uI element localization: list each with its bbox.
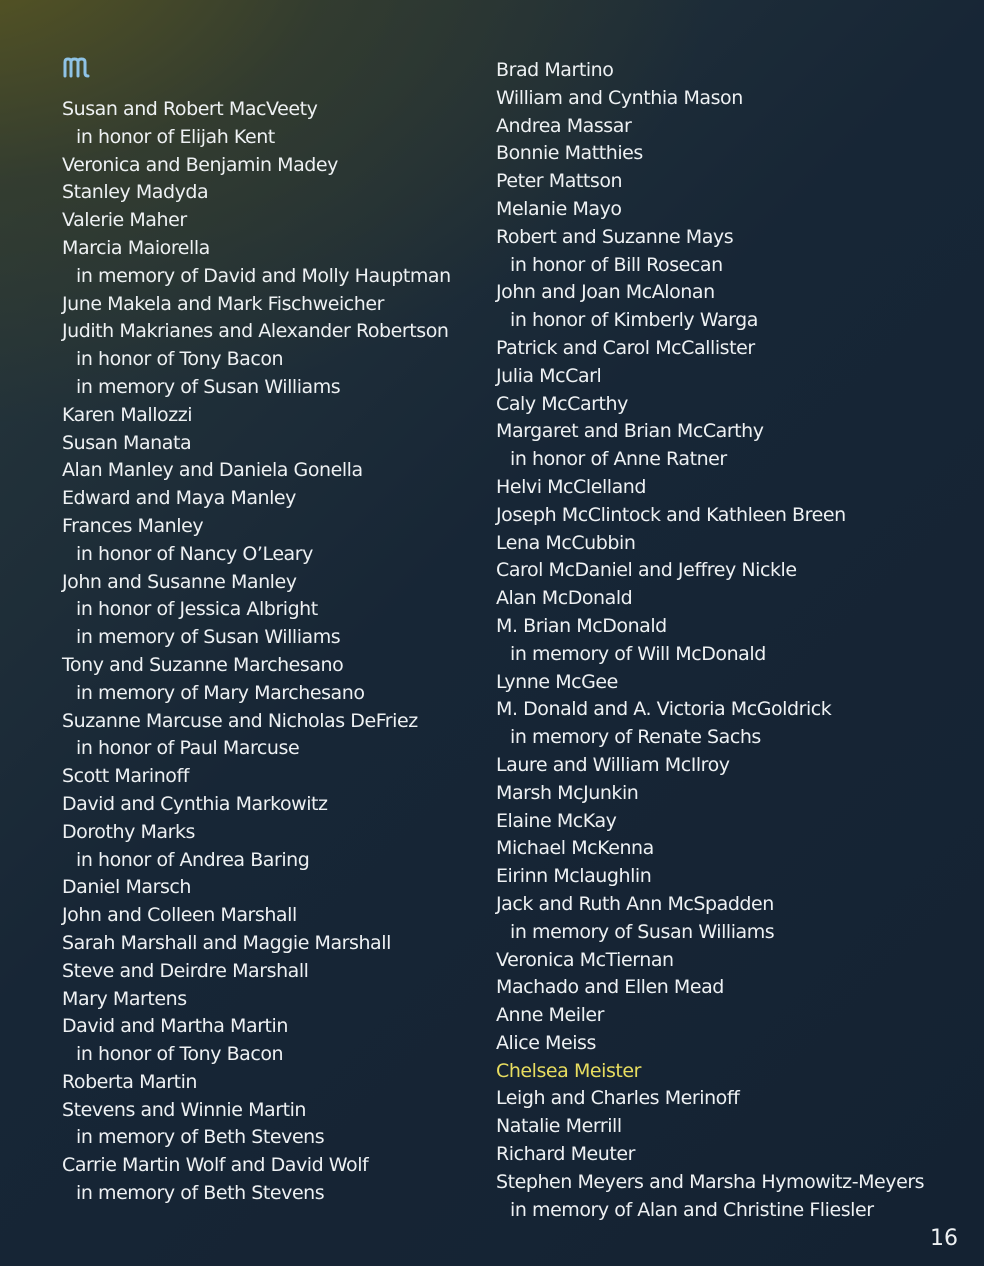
donor-name: Lena McCubbin (496, 531, 636, 554)
tribute-line: in honor of Jessica Albright (76, 598, 318, 621)
donor-name: Sarah Marshall and Maggie Marshall (62, 931, 391, 954)
tribute-line: in honor of Tony Bacon (76, 1043, 284, 1066)
donor-name: Leigh and Charles Merinoff (496, 1087, 740, 1110)
donor-name: Carol McDaniel and Jeffrey Nickle (496, 559, 797, 582)
tribute-line: in honor of Bill Rosecan (510, 253, 723, 276)
donor-name: Alan McDonald (496, 587, 633, 610)
donor-name: Michael McKenna (496, 837, 654, 860)
donor-name: Susan Manata (62, 431, 192, 454)
donor-name: Joseph McClintock and Kathleen Breen (496, 503, 846, 526)
donor-name: Andrea Massar (496, 114, 632, 137)
tribute-line: in honor of Elijah Kent (76, 125, 275, 148)
donor-name: Steve and Deirdre Marshall (62, 959, 309, 982)
donor-name: M. Donald and A. Victoria McGoldrick (496, 698, 832, 721)
donor-name: Scott Marinoff (62, 765, 189, 788)
donor-name: Eirinn Mclaughlin (496, 865, 652, 888)
tribute-line: in memory of Susan Williams (76, 626, 341, 649)
donor-name: Bonnie Matthies (496, 142, 643, 165)
donor-name: Valerie Maher (62, 209, 187, 232)
donor-name: Helvi McClelland (496, 475, 646, 498)
tribute-line: in memory of Beth Stevens (76, 1126, 325, 1149)
donor-name: Melanie Mayo (496, 197, 622, 220)
donor-name: Stanley Madyda (62, 181, 209, 204)
section-letter-m-icon (62, 56, 482, 84)
donor-name: Patrick and Carol McCallister (496, 336, 755, 359)
donor-name: Suzanne Marcuse and Nicholas DeFriez (62, 709, 418, 732)
donor-name-highlighted: Chelsea Meister (496, 1059, 642, 1082)
tribute-line: in memory of Beth Stevens (76, 1182, 325, 1205)
donor-name: Carrie Martin Wolf and David Wolf (62, 1154, 369, 1177)
donor-name: Judith Makrianes and Alexander Robertson (62, 320, 449, 343)
donor-name: Marcia Maiorella (62, 236, 210, 259)
tribute-line: in memory of Susan Williams (510, 920, 775, 943)
donor-name: Lynne McGee (496, 670, 618, 693)
donor-name: Laure and William McIlroy (496, 753, 730, 776)
tribute-line: in memory of Will McDonald (510, 642, 766, 665)
donor-name: M. Brian McDonald (496, 614, 667, 637)
tribute-line: in honor of Tony Bacon (76, 348, 284, 371)
donor-name: Machado and Ellen Mead (496, 976, 724, 999)
donor-name: Susan and Robert MacVeety (62, 98, 318, 120)
left-column (62, 56, 482, 1208)
donor-list-right (496, 57, 956, 1224)
donor-name: Stephen Meyers and Marsha Hymowitz-Meyers (496, 1170, 925, 1193)
donor-name: William and Cynthia Mason (496, 86, 743, 109)
donor-name: June Makela and Mark Fischweicher (62, 292, 384, 315)
donor-name: Edward and Maya Manley (62, 487, 296, 510)
donor-name: Stevens and Winnie Martin (62, 1098, 307, 1121)
page-number: 16 (930, 1226, 958, 1251)
donor-name: John and Colleen Marshall (62, 904, 297, 927)
donor-name: Robert and Suzanne Mays (496, 225, 734, 248)
donor-name: Caly McCarthy (496, 392, 628, 415)
tribute-line: in honor of Kimberly Warga (510, 309, 758, 332)
tribute-line: in memory of Alan and Christine Fliesler (510, 1198, 874, 1221)
donor-name: David and Cynthia Markowitz (62, 792, 328, 815)
donor-name: Alice Meiss (496, 1031, 596, 1054)
tribute-line: in memory of David and Molly Hauptman (76, 264, 451, 287)
donor-name: David and Martha Martin (62, 1015, 288, 1038)
donor-name: Veronica and Benjamin Madey (62, 153, 338, 176)
donor-name: Margaret and Brian McCarthy (496, 420, 764, 443)
donor-name: Alan Manley and Daniela Gonella (62, 459, 363, 482)
donor-name: Peter Mattson (496, 170, 623, 193)
tribute-line: in memory of Renate Sachs (510, 726, 761, 749)
right-column (496, 57, 956, 1224)
donor-name: Brad Martino (496, 59, 614, 81)
tribute-line: in honor of Paul Marcuse (76, 737, 300, 760)
donor-name: Julia McCarl (496, 364, 602, 387)
donor-name: John and Susanne Manley (62, 570, 297, 593)
donor-name: Richard Meuter (496, 1143, 635, 1166)
tribute-line: in memory of Susan Williams (76, 375, 341, 398)
donor-name: Marsh McJunkin (496, 781, 639, 804)
tribute-line: in honor of Anne Ratner (510, 448, 727, 471)
donor-name: Tony and Suzanne Marchesano (62, 653, 344, 676)
donor-name: Dorothy Marks (62, 820, 195, 843)
donor-name: Elaine McKay (496, 809, 617, 832)
donor-name: Anne Meiler (496, 1004, 605, 1027)
donor-name: Natalie Merrill (496, 1115, 622, 1138)
tribute-line: in memory of Mary Marchesano (76, 681, 365, 704)
donor-name: Daniel Marsch (62, 876, 191, 899)
tribute-line: in honor of Nancy O’Leary (76, 542, 313, 565)
donor-name: Roberta Martin (62, 1070, 197, 1093)
donor-name: Frances Manley (62, 514, 204, 537)
donor-name: Karen Mallozzi (62, 403, 193, 426)
tribute-line: in honor of Andrea Baring (76, 848, 310, 871)
donor-name: Mary Martens (62, 987, 187, 1010)
donor-name: John and Joan McAlonan (496, 281, 715, 304)
donor-name: Jack and Ruth Ann McSpadden (496, 892, 774, 915)
donor-list-left (62, 96, 482, 1208)
donor-name: Veronica McTiernan (496, 948, 674, 971)
